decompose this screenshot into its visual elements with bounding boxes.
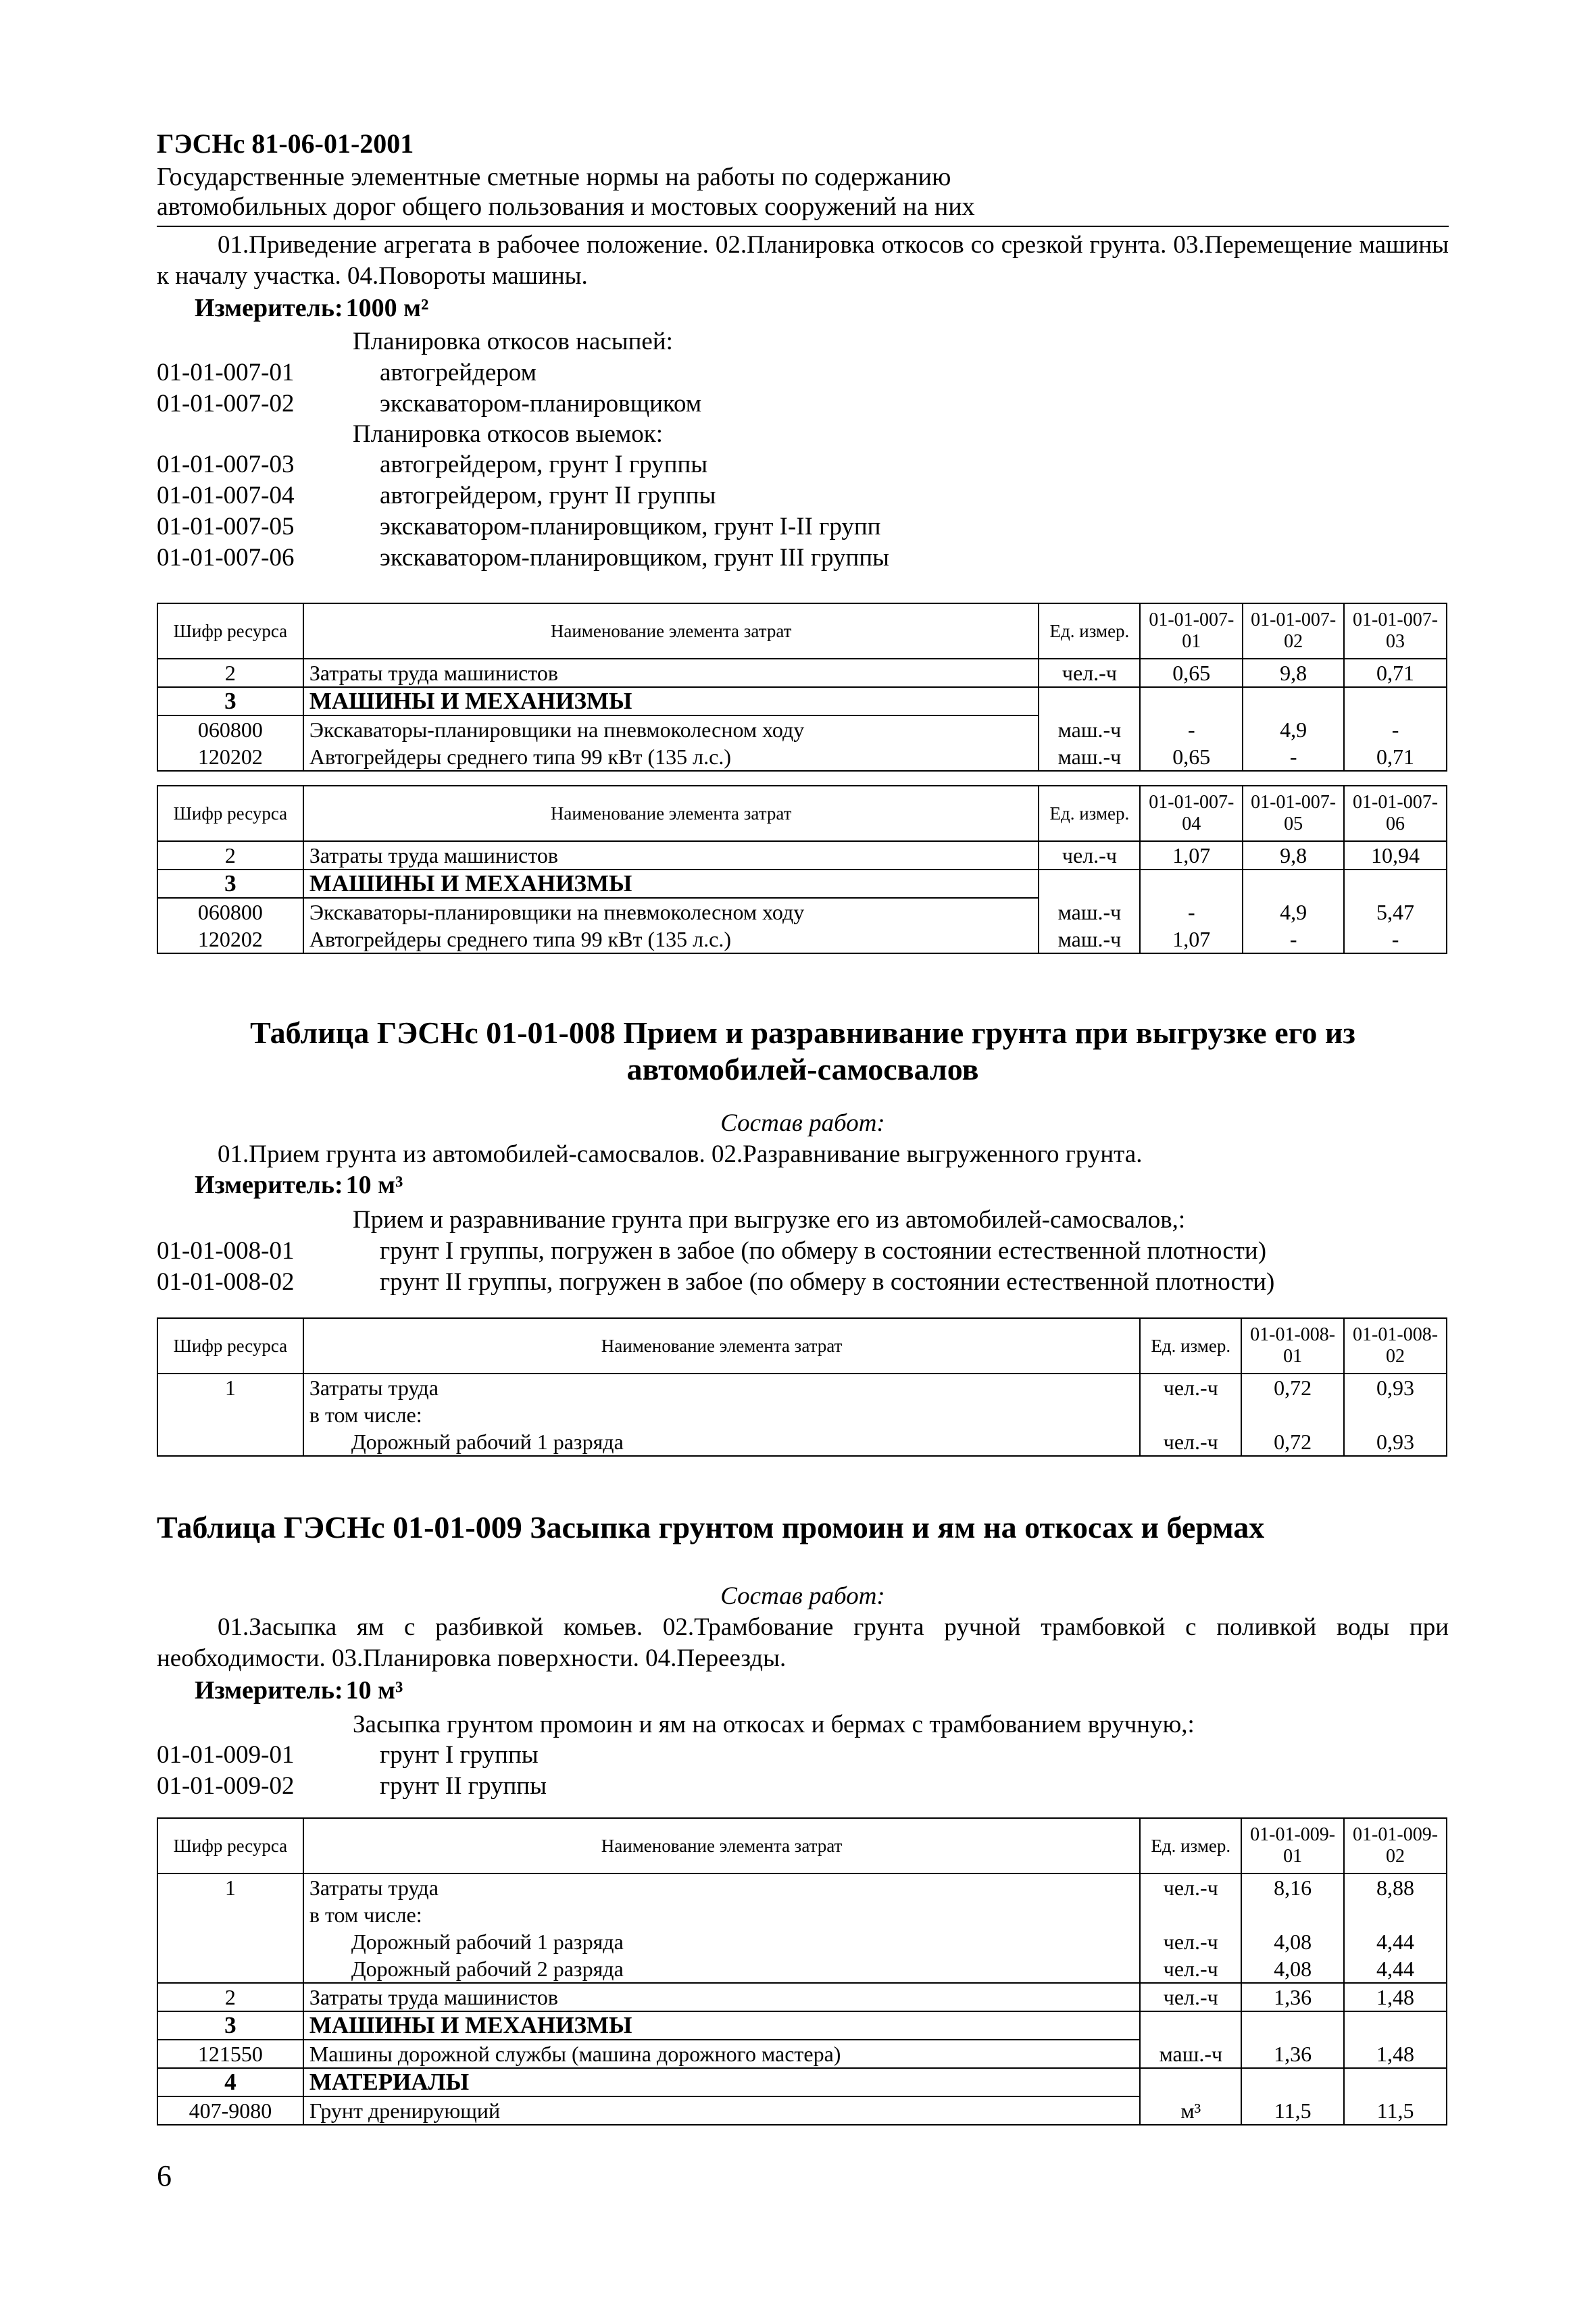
cell-code: [157, 1928, 303, 1955]
norm-name: автогрейдером, грунт II группы: [380, 482, 716, 509]
cell-value: -: [1140, 715, 1243, 743]
cell-value: [1140, 687, 1243, 715]
cell-value: 1,07: [1140, 926, 1243, 953]
norm-code: 01-01-007-02: [157, 390, 295, 418]
cell-code: 2: [157, 1983, 303, 2011]
cell-name: Затраты труда машинистов: [303, 1983, 1140, 2011]
cell-code: 060800: [157, 715, 303, 743]
cell-unit: [1140, 1901, 1241, 1928]
norm-code: 01-01-007-06: [157, 544, 295, 572]
norm-code: 01-01-007-01: [157, 359, 295, 386]
cell-value: 4,08: [1241, 1955, 1344, 1983]
works-title-009: Состав работ:: [720, 1582, 885, 1610]
cell-unit: маш.-ч: [1039, 715, 1140, 743]
page-number: 6: [157, 2159, 172, 2192]
cell-value: 8,16: [1241, 1873, 1344, 1901]
cell-value: 8,88: [1344, 1873, 1447, 1901]
cell-code: 060800: [157, 898, 303, 926]
cell-code: 4: [157, 2068, 303, 2096]
header-norm-column: 01-01-007-02: [1243, 603, 1344, 659]
cell-name: в том числе:: [303, 1401, 1140, 1428]
resource-table-008: [157, 1317, 1447, 1457]
measure-label: Измеритель:: [195, 1171, 343, 1199]
measure-value: 10 м³: [345, 1171, 403, 1199]
works-text-009: 01.Засыпка ям с разбивкой комьев. 02.Трамбование грунта ручной трамбовкой с поливкой воды при необходимости. 03.Планировка поверхности. 04.Переезды.: [157, 1613, 1449, 1672]
cell-code: 121550: [157, 2040, 303, 2068]
document-code: ГЭСНс 81-06-01-2001: [157, 128, 414, 159]
cell-value: 4,44: [1344, 1928, 1447, 1955]
works-title-008: Состав работ:: [720, 1109, 885, 1137]
cell-name: Экскаваторы-планировщики на пневмоколесном ходу: [303, 715, 1039, 743]
header-norm-column: 01-01-007-06: [1344, 786, 1447, 841]
cell-value: [1241, 1901, 1344, 1928]
works-text-007: 01.Приведение агрегата в рабочее положение. 02.Планировка откосов со срезкой грунта. 03.Перемещение машины к началу участка. 04.Повороты машины.: [157, 231, 1449, 290]
header-unit: Ед. измер.: [1039, 603, 1140, 659]
cell-unit: [1140, 1401, 1241, 1428]
cell-value: 0,72: [1241, 1374, 1344, 1401]
cell-unit: чел.-ч: [1140, 1873, 1241, 1901]
norm-code: 01-01-007-05: [157, 513, 295, 540]
cell-unit: чел.-ч: [1140, 1983, 1241, 2011]
norm-name: грунт I группы: [380, 1741, 539, 1769]
cell-value: [1344, 870, 1447, 898]
cell-value: 0,65: [1140, 743, 1243, 771]
cell-value: 4,08: [1241, 1928, 1344, 1955]
norm-name: грунт I группы, погружен в забое (по обмеру в состоянии естественной плотности): [380, 1237, 1267, 1265]
norm-name: грунт II группы, погружен в забое (по обмеру в состоянии естественной плотности): [380, 1268, 1275, 1296]
header-rule: [157, 226, 1449, 227]
cell-name: в том числе:: [303, 1901, 1140, 1928]
cell-unit: [1039, 687, 1140, 715]
cell-value: [1140, 870, 1243, 898]
header-norm-column: 01-01-007-03: [1344, 603, 1447, 659]
header-norm-column: 01-01-007-04: [1140, 786, 1243, 841]
cell-code: 120202: [157, 743, 303, 771]
cell-unit: чел.-ч: [1140, 1955, 1241, 1983]
norm-name: грунт II группы: [380, 1772, 547, 1800]
table-title-008-line2: автомобилей-самосвалов: [626, 1052, 979, 1086]
table-row: [157, 841, 1447, 870]
cell-code: [157, 1428, 303, 1456]
cell-name: Затраты труда машинистов: [303, 841, 1039, 870]
cell-unit: маш.-ч: [1039, 926, 1140, 953]
cell-name: Экскаваторы-планировщики на пневмоколесном ходу: [303, 898, 1039, 926]
cell-unit: чел.-ч: [1039, 659, 1140, 687]
cell-value: 4,9: [1243, 898, 1344, 926]
cell-section-title: МАШИНЫ И МЕХАНИЗМЫ: [303, 2011, 1140, 2040]
table-row: [157, 1983, 1447, 2011]
cell-value: [1241, 2011, 1344, 2040]
header-resource-code: Шифр ресурса: [157, 1318, 303, 1374]
cell-section-title: МАТЕРИАЛЫ: [303, 2068, 1140, 2096]
norm-name: автогрейдером: [380, 359, 537, 386]
table-row: [157, 1401, 1447, 1428]
table-title-008-line1: Таблица ГЭСНс 01-01-008 Прием и разравнивание грунта при выгрузке его из: [250, 1015, 1355, 1050]
measure-value: 10 м³: [345, 1676, 403, 1705]
header-resource-code: Шифр ресурса: [157, 786, 303, 841]
cell-value: 1,48: [1344, 2040, 1447, 2068]
cell-value: [1344, 2068, 1447, 2096]
header-norm-column: 01-01-009-01: [1241, 1818, 1344, 1873]
header-resource-code: Шифр ресурса: [157, 603, 303, 659]
header-cost-element: Наименование элемента затрат: [303, 1318, 1140, 1374]
norm-name: экскаватором-планировщиком: [380, 390, 702, 418]
cell-code: [157, 1901, 303, 1928]
cell-value: 0,71: [1344, 743, 1447, 771]
cell-name: Затраты труда: [303, 1374, 1140, 1401]
cell-value: 9,8: [1243, 659, 1344, 687]
cell-code: [157, 1401, 303, 1428]
cell-name: Дорожный рабочий 1 разряда: [303, 1428, 1140, 1456]
cell-section-title: МАШИНЫ И МЕХАНИЗМЫ: [303, 870, 1039, 898]
cell-code: 3: [157, 687, 303, 715]
norm-code: 01-01-007-03: [157, 451, 295, 478]
table-row: [157, 2096, 1447, 2125]
cell-unit: [1039, 870, 1140, 898]
cell-value: 11,5: [1344, 2096, 1447, 2125]
cell-value: [1344, 2011, 1447, 2040]
cell-value: -: [1344, 926, 1447, 953]
cell-value: 1,48: [1344, 1983, 1447, 2011]
table-row: [157, 715, 1447, 743]
cell-value: [1344, 687, 1447, 715]
norm-code: 01-01-009-02: [157, 1772, 295, 1800]
table-row: [157, 2011, 1447, 2040]
group-heading: Прием и разравнивание грунта при выгрузке его из автомобилей-самосвалов,:: [353, 1206, 1186, 1234]
header-resource-code: Шифр ресурса: [157, 1818, 303, 1873]
cell-value: [1344, 1401, 1447, 1428]
norm-code: 01-01-008-02: [157, 1268, 295, 1296]
cell-value: -: [1243, 926, 1344, 953]
cell-code: 120202: [157, 926, 303, 953]
header-norm-column: 01-01-007-01: [1140, 603, 1243, 659]
table-row: [157, 1901, 1447, 1928]
norm-name: экскаватором-планировщиком, грунт I-II групп: [380, 513, 881, 540]
resource-table-007-b: [157, 785, 1447, 954]
cell-value: [1243, 870, 1344, 898]
table-row: [157, 926, 1447, 953]
header-unit: Ед. измер.: [1039, 786, 1140, 841]
group-heading: Планировка откосов насыпей:: [353, 328, 673, 355]
resource-table-007-a: [157, 603, 1447, 772]
cell-section-title: МАШИНЫ И МЕХАНИЗМЫ: [303, 687, 1039, 715]
table-row: [157, 898, 1447, 926]
cell-unit: маш.-ч: [1039, 898, 1140, 926]
measure-label: Измеритель:: [195, 1676, 343, 1705]
cell-value: 10,94: [1344, 841, 1447, 870]
cell-name: Автогрейдеры среднего типа 99 кВт (135 л.с.): [303, 743, 1039, 771]
header-norm-column: 01-01-008-02: [1344, 1318, 1447, 1374]
cell-unit: маш.-ч: [1140, 2040, 1241, 2068]
cell-value: 0,71: [1344, 659, 1447, 687]
cell-unit: [1140, 2068, 1241, 2096]
norm-code: 01-01-008-01: [157, 1237, 295, 1265]
cell-code: 1: [157, 1374, 303, 1401]
cell-value: 1,36: [1241, 2040, 1344, 2068]
cell-name: Дорожный рабочий 1 разряда: [303, 1928, 1140, 1955]
cell-value: 0,93: [1344, 1428, 1447, 1456]
cell-code: [157, 1955, 303, 1983]
table-title-009: Таблица ГЭСНс 01-01-009 Засыпка грунтом промоин и ям на откосах и бермах: [157, 1510, 1265, 1544]
cell-value: [1241, 1401, 1344, 1428]
cell-value: 9,8: [1243, 841, 1344, 870]
cell-code: 2: [157, 841, 303, 870]
cell-unit: [1140, 2011, 1241, 2040]
table-row: [157, 2040, 1447, 2068]
works-text-008: 01.Прием грунта из автомобилей-самосвалов. 02.Разравнивание выгруженного грунта.: [218, 1140, 1143, 1168]
cell-code: 3: [157, 2011, 303, 2040]
header-cost-element: Наименование элемента затрат: [303, 1818, 1140, 1873]
cell-name: Затраты труда машинистов: [303, 659, 1039, 687]
cell-value: 1,07: [1140, 841, 1243, 870]
measure-009: [195, 1676, 403, 1705]
cell-value: [1241, 2068, 1344, 2096]
norm-name: автогрейдером, грунт I группы: [380, 451, 708, 478]
table-row: [157, 1928, 1447, 1955]
norm-code: 01-01-009-01: [157, 1741, 295, 1769]
cell-value: -: [1344, 715, 1447, 743]
header-unit: Ед. измер.: [1140, 1318, 1241, 1374]
cell-code: 1: [157, 1873, 303, 1901]
cell-value: 11,5: [1241, 2096, 1344, 2125]
header-cost-element: Наименование элемента затрат: [303, 786, 1039, 841]
cell-name: Дорожный рабочий 2 разряда: [303, 1955, 1140, 1983]
cell-unit: чел.-ч: [1039, 841, 1140, 870]
cell-code: 2: [157, 659, 303, 687]
measure-007: [195, 293, 428, 323]
header-line-2: автомобильных дорог общего пользования и мостовых сооружений на них: [157, 193, 975, 221]
table-row: [157, 1428, 1447, 1456]
group-heading: Планировка откосов выемок:: [353, 420, 664, 448]
cell-value: 4,9: [1243, 715, 1344, 743]
cell-unit: чел.-ч: [1140, 1928, 1241, 1955]
table-row: [157, 687, 1447, 715]
cell-value: 5,47: [1344, 898, 1447, 926]
header-line-1: Государственные элементные сметные нормы на работы по содержанию: [157, 163, 951, 191]
cell-code: 407-9080: [157, 2096, 303, 2125]
cell-value: 4,44: [1344, 1955, 1447, 1983]
group-heading: Засыпка грунтом промоин и ям на откосах и бермах с трамбованием вручную,:: [353, 1711, 1195, 1738]
cell-value: 0,65: [1140, 659, 1243, 687]
table-row: [157, 1955, 1447, 1983]
cell-value: -: [1243, 743, 1344, 771]
cell-name: Затраты труда: [303, 1873, 1140, 1901]
cell-unit: м³: [1140, 2096, 1241, 2125]
cell-value: 1,36: [1241, 1983, 1344, 2011]
header-cost-element: Наименование элемента затрат: [303, 603, 1039, 659]
table-row: [157, 659, 1447, 687]
cell-name: Грунт дренирующий: [303, 2096, 1140, 2125]
resource-table-009: [157, 1817, 1447, 2126]
header-norm-column: 01-01-007-05: [1243, 786, 1344, 841]
cell-value: [1243, 687, 1344, 715]
cell-name: Машины дорожной службы (машина дорожного мастера): [303, 2040, 1140, 2068]
cell-code: 3: [157, 870, 303, 898]
table-row: [157, 1374, 1447, 1401]
header-norm-column: 01-01-009-02: [1344, 1818, 1447, 1873]
cell-value: -: [1140, 898, 1243, 926]
cell-value: 0,72: [1241, 1428, 1344, 1456]
measure-label: Измеритель:: [195, 294, 343, 322]
norm-code: 01-01-007-04: [157, 482, 295, 509]
cell-unit: маш.-ч: [1039, 743, 1140, 771]
cell-value: 0,93: [1344, 1374, 1447, 1401]
table-row: [157, 870, 1447, 898]
header-unit: Ед. измер.: [1140, 1818, 1241, 1873]
table-row: [157, 743, 1447, 771]
cell-unit: чел.-ч: [1140, 1428, 1241, 1456]
measure-008: [195, 1170, 403, 1200]
measure-value: 1000 м²: [345, 294, 429, 322]
cell-value: [1344, 1901, 1447, 1928]
norm-name: экскаватором-планировщиком, грунт III группы: [380, 544, 889, 572]
table-row: [157, 1873, 1447, 1901]
cell-unit: чел.-ч: [1140, 1374, 1241, 1401]
cell-name: Автогрейдеры среднего типа 99 кВт (135 л.с.): [303, 926, 1039, 953]
header-norm-column: 01-01-008-01: [1241, 1318, 1344, 1374]
table-row: [157, 2068, 1447, 2096]
